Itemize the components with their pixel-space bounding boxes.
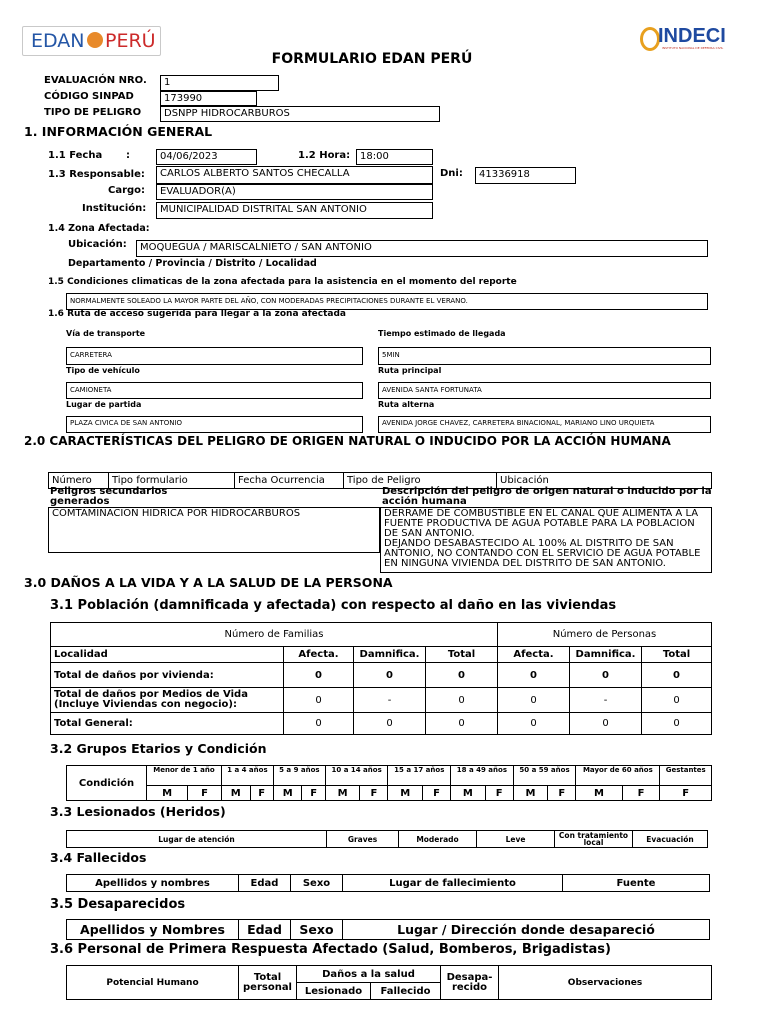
- afecta-header: Afecta.: [498, 647, 570, 663]
- sex-f: F: [302, 786, 325, 801]
- sex-m: M: [576, 786, 622, 801]
- cell: -: [570, 688, 642, 713]
- desc-line: DEJANDO DESABASTECIDO AL 100% AL DISTRITO DE SAN: [384, 538, 674, 549]
- tiempo-field[interactable]: 5MIN: [378, 347, 711, 365]
- indeci-logo-mark-icon: [640, 27, 660, 51]
- dni-field[interactable]: 41336918: [475, 167, 576, 184]
- s31-title: 3.1 Población (damnificada y afectada) con respecto al daño en las viviendas: [50, 598, 617, 613]
- section-2-title: 2.0 CARACTERÍSTICAS DEL PELIGRO DE ORIGEN NATURAL O INDUCIDO POR LA ACCIÓN HUMANA: [24, 434, 671, 448]
- col-ubicacion: Ubicación: [497, 473, 712, 489]
- age-group: 15 a 17 años: [388, 766, 451, 786]
- zona-label: 1.4 Zona Afectada:: [48, 223, 150, 234]
- sex-m: M: [388, 786, 422, 801]
- fal-col: Apellidos y nombres: [67, 875, 239, 892]
- section-1-title: 1. INFORMACIÓN GENERAL: [24, 124, 213, 139]
- age-group: Gestantes: [660, 766, 712, 786]
- hora-field[interactable]: 18:00: [356, 149, 433, 165]
- sec-label: Peligros secundarios generados: [50, 486, 168, 507]
- cell: 0: [284, 663, 354, 688]
- sex-f: F: [360, 786, 388, 801]
- cell: 0: [354, 713, 426, 735]
- les-col: Moderado: [399, 831, 477, 848]
- cell: 0: [642, 688, 712, 713]
- per-fallecido: Fallecido: [371, 983, 441, 1000]
- etarios-table: [66, 765, 712, 801]
- s36-title: 3.6 Personal de Primera Respuesta Afectado (Salud, Bomberos, Brigadistas): [50, 942, 611, 957]
- per-desap: Desapa- recido: [441, 966, 499, 1000]
- partida-label: Lugar de partida: [66, 400, 142, 409]
- sex-f: F: [548, 786, 576, 801]
- fal-col: Fuente: [563, 875, 710, 892]
- fal-col: Sexo: [291, 875, 343, 892]
- desc-line: DE SAN ANTONIO.: [384, 528, 475, 539]
- sex-m: M: [325, 786, 359, 801]
- desc-field[interactable]: [380, 507, 712, 573]
- fal-col: Lugar de fallecimiento: [343, 875, 563, 892]
- desc-line: FUENTE PRODUCTIVA DE AGUA POTABLE PARA LA POBLACION: [384, 518, 695, 529]
- des-col: Lugar / Dirección donde desapareció: [343, 920, 710, 940]
- via-field[interactable]: CARRETERA: [66, 347, 363, 365]
- sinpad-field[interactable]: 173990: [160, 91, 257, 106]
- age-group: Mayor de 60 años: [576, 766, 660, 786]
- resp-label: 1.3 Responsable:: [48, 169, 145, 180]
- cell: 0: [354, 663, 426, 688]
- eval-label: EVALUACIÓN NRO.: [44, 75, 147, 86]
- cell: 0: [570, 713, 642, 735]
- cargo-field[interactable]: EVALUADOR(A): [156, 184, 433, 200]
- age-group: Menor de 1 año: [147, 766, 222, 786]
- age-group: 10 a 14 años: [325, 766, 388, 786]
- principal-field[interactable]: AVENIDA SANTA FORTUNATA: [378, 382, 711, 399]
- fecha-colon: :: [126, 150, 130, 161]
- ubic-field[interactable]: MOQUEGUA / MARISCALNIETO / SAN ANTONIO: [136, 240, 708, 257]
- desc-line: DERRAME DE COMBUSTIBLE EN EL CANAL QUE ALIMENTA A LA: [384, 508, 699, 519]
- cargo-label: Cargo:: [108, 185, 146, 196]
- per-total: Total personal: [239, 966, 297, 1000]
- clima-field[interactable]: NORMALMENTE SOLEADO LA MAYOR PARTE DEL AÑO, CON MODERADAS PRECIPITACIONES DURANTE EL VERANO.: [66, 293, 708, 310]
- s33-title: 3.3 Lesionados (Heridos): [50, 804, 226, 819]
- alterna-label: Ruta alterna: [378, 400, 435, 409]
- sex-f: F: [660, 786, 712, 801]
- col-numero: Número: [49, 473, 109, 489]
- sex-f: F: [422, 786, 450, 801]
- eval-field[interactable]: 1: [160, 75, 279, 91]
- des-col: Sexo: [291, 920, 343, 940]
- localidad-header: Localidad: [51, 647, 284, 663]
- age-group: 50 a 59 años: [513, 766, 576, 786]
- sec-value: COMTAMINACION HIDRICA POR HIDROCARBUROS: [52, 508, 301, 519]
- tiempo-label: Tiempo estimado de llegada: [378, 329, 506, 338]
- section-3-title: 3.0 DAÑOS A LA VIDA Y A LA SALUD DE LA PERSONA: [24, 575, 393, 590]
- total-header: Total: [642, 647, 712, 663]
- indeci-logo-text: INDECI: [658, 25, 726, 47]
- s35-title: 3.5 Desaparecidos: [50, 897, 186, 912]
- col-tipo-formulario: Tipo formulario: [109, 473, 235, 489]
- damnif-header: Damnifica.: [354, 647, 426, 663]
- les-col: Leve: [477, 831, 555, 848]
- edan-logo-text-a: EDAN: [31, 30, 85, 52]
- edan-logo-text-b: PERÚ: [105, 30, 156, 52]
- sex-m: M: [147, 786, 188, 801]
- afecta-header: Afecta.: [284, 647, 354, 663]
- ubic-label: Ubicación:: [68, 239, 127, 250]
- col-tipo-peligro: Tipo de Peligro: [344, 473, 497, 489]
- cell: 0: [498, 713, 570, 735]
- row-label: Total de daños por Medios de Vida (Incluye Viviendas con negocio):: [51, 688, 284, 713]
- sex-f: F: [250, 786, 273, 801]
- vehiculo-label: Tipo de vehículo: [66, 366, 140, 375]
- cell: 0: [570, 663, 642, 688]
- indeci-logo-sub: INSTITUTO NACIONAL DE DEFENSA CIVIL: [662, 46, 724, 50]
- sex-f: F: [485, 786, 513, 801]
- desc-line: EN NINGUNA VIVIENDA DEL DISTRITO DE SAN ANTONIO.: [384, 558, 666, 569]
- vehiculo-field[interactable]: CAMIONETA: [66, 382, 363, 399]
- cell: 0: [426, 663, 498, 688]
- total-header: Total: [426, 647, 498, 663]
- sex-f: F: [622, 786, 660, 801]
- age-group: 18 a 49 años: [451, 766, 514, 786]
- form-title: FORMULARIO EDAN PERÚ: [271, 51, 473, 67]
- age-group: 1 a 4 años: [221, 766, 273, 786]
- cell: 0: [642, 663, 712, 688]
- lesionados-table: [66, 830, 708, 848]
- ruta-label: 1.6 Ruta de acceso sugerida para llegar a la zona afectada: [48, 309, 346, 319]
- les-col: Evacuación: [633, 831, 708, 848]
- per-obs: Observaciones: [499, 966, 712, 1000]
- dni-label: Dni:: [440, 168, 463, 179]
- per-danos: Daños a la salud: [297, 966, 441, 983]
- personal-table: [66, 965, 712, 1000]
- fal-col: Edad: [239, 875, 291, 892]
- les-col: Lugar de atención: [67, 831, 327, 848]
- peligro-field[interactable]: DSNPP HIDROCARBUROS: [160, 106, 440, 122]
- personas-header: Número de Personas: [498, 623, 712, 647]
- sec-field[interactable]: [48, 507, 380, 553]
- inst-field[interactable]: MUNICIPALIDAD DISTRITAL SAN ANTONIO: [156, 202, 433, 219]
- sex-m: M: [451, 786, 485, 801]
- poblacion-table: [50, 622, 712, 735]
- cell: 0: [426, 713, 498, 735]
- cell: 0: [426, 688, 498, 713]
- hora-label: 1.2 Hora:: [298, 150, 351, 161]
- les-col: Con tratamiento local: [555, 831, 633, 848]
- sinpad-label: CÓDIGO SINPAD: [44, 91, 134, 102]
- per-potencial: Potencial Humano: [67, 966, 239, 1000]
- cell: 0: [284, 713, 354, 735]
- clima-label: 1.5 Condiciones climaticas de la zona afectada para la asistencia en el momento del reporte: [48, 277, 517, 287]
- les-col: Graves: [327, 831, 399, 848]
- cell: 0: [498, 663, 570, 688]
- cell: 0: [498, 688, 570, 713]
- partida-field[interactable]: PLAZA CIVICA DE SAN ANTONIO: [66, 416, 363, 433]
- desc-label: Descripción del peligro de origen natural o inducido por la acción humana: [382, 486, 712, 507]
- row-label: Total de daños por vivienda:: [51, 663, 284, 688]
- cell: -: [354, 688, 426, 713]
- desc-line: ANTONIO, NO CONTANDO CON EL SERVICIO DE AGUA POTABLE: [384, 548, 701, 559]
- per-lesionado: Lesionado: [297, 983, 371, 1000]
- peligro-label: TIPO DE PELIGRO: [44, 107, 142, 118]
- sex-m: M: [513, 786, 547, 801]
- condicion-header: Condición: [67, 766, 147, 801]
- sex-m: M: [273, 786, 302, 801]
- inst-label: Institución:: [82, 203, 147, 214]
- cell: 0: [642, 713, 712, 735]
- des-col: Edad: [239, 920, 291, 940]
- alterna-field[interactable]: AVENIDA JORGE CHAVEZ, CARRETERA BINACIONAL, MARIANO LINO URQUIETA: [378, 416, 711, 433]
- principal-label: Ruta principal: [378, 366, 442, 375]
- ubic-hint: Departamento / Provincia / Distrito / Localidad: [68, 258, 317, 269]
- via-label: Vía de transporte: [66, 329, 146, 338]
- des-col: Apellidos y Nombres: [67, 920, 239, 940]
- sex-m: M: [221, 786, 250, 801]
- s34-title: 3.4 Fallecidos: [50, 850, 147, 865]
- fallecidos-table: [66, 874, 710, 892]
- desaparecidos-table: [66, 919, 710, 940]
- fecha-label: 1.1 Fecha: [48, 150, 103, 161]
- fecha-field[interactable]: 04/06/2023: [156, 149, 257, 165]
- resp-field[interactable]: CARLOS ALBERTO SANTOS CHECALLA: [156, 166, 433, 184]
- edan-logo-mark-icon: [87, 32, 103, 48]
- damnif-header: Damnifica.: [570, 647, 642, 663]
- age-group: 5 a 9 años: [273, 766, 325, 786]
- familias-header: Número de Familias: [51, 623, 498, 647]
- row-label: Total General:: [51, 713, 284, 735]
- col-fecha-ocurrencia: Fecha Ocurrencia: [235, 473, 344, 489]
- indeci-logo: [638, 26, 728, 54]
- sex-f: F: [188, 786, 222, 801]
- s32-title: 3.2 Grupos Etarios y Condición: [50, 741, 267, 756]
- cell: 0: [284, 688, 354, 713]
